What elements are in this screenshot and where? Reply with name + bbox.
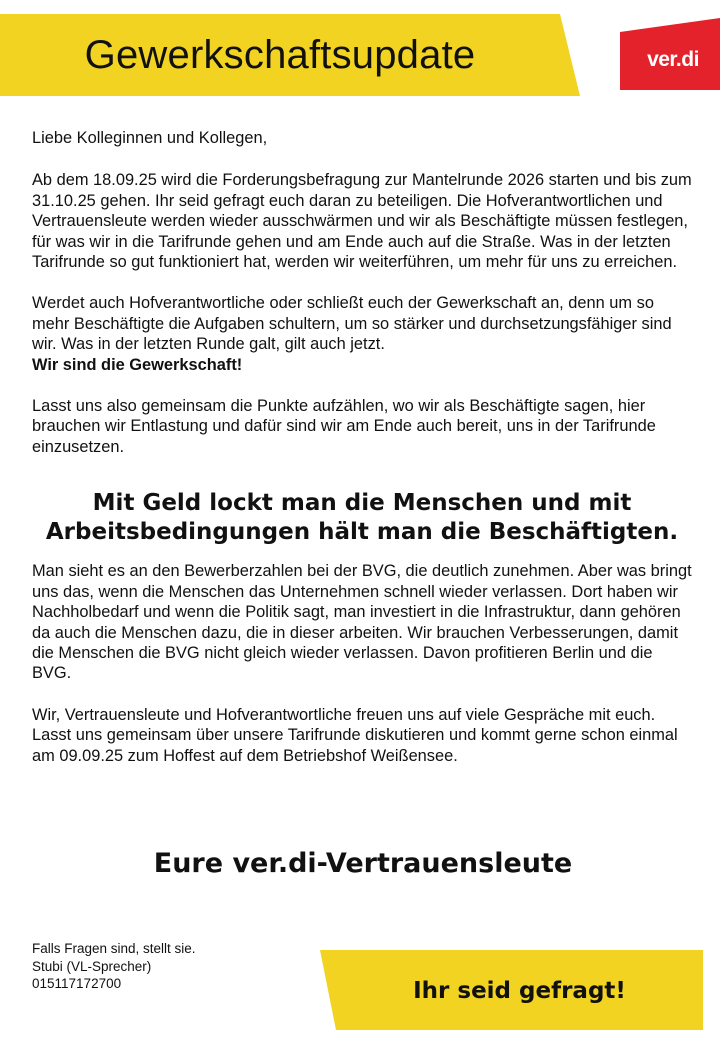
- page-title: Gewerkschaftsupdate: [84, 33, 476, 77]
- contact-line-questions: Falls Fragen sind, stellt sie.: [32, 941, 196, 956]
- contact-line-phone: 015117172700: [32, 976, 122, 991]
- paragraph-entlastung: Lasst uns also gemeinsam die Punkte aufzählen, wo wir als Beschäftigte sagen, hier brauchen wir Entlastung und dafür sind wir am Ende auch bereit, uns in der Tarifrunde einzusetzen.: [32, 397, 656, 456]
- signature: Eure ver.di-Vertrauensleute: [153, 848, 573, 879]
- paragraph-hofverantwortliche: [32, 293, 692, 375]
- paragraph-bold-slogan: Wir sind die Gewerkschaft!: [32, 355, 243, 374]
- letter-body: [32, 128, 692, 787]
- paragraph-hoffest: Wir, Vertrauensleute und Hofverantwortliche freuen uns auf viele Gespräche mit euch. Lasst uns gemeinsam über unsere Tarifrunde diskutieren und kommt gerne schon einmal am 09.09.25 zum Hoffest auf dem Betriebshof Weißensee.: [32, 705, 678, 765]
- headline: Mit Geld lockt man die Menschen und mit Arbeitsbedingungen hält man die Beschäftigten.: [45, 490, 679, 546]
- paragraph-befragung: Ab dem 18.09.25 wird die Forderungsbefragung zur Mantelrunde 2026 starten und bis zum 31.10.25 gehen. Ihr seid gefragt euch daran zu beteiligen. Die Hofverantwortlichen und Vertrauensleute werden wieder ausschwärmen und wir als Beschäftigte müssen festlegen, für was wir in die Tarifrunde gehen und am Ende auch auf die Straße. Was in der letzten Tarifrunde so gut funktioniert hat, werden wir weiterführen, um mehr für uns zu erreichen.: [32, 171, 692, 272]
- greeting: Liebe Kolleginnen und Kollegen,: [32, 129, 268, 147]
- logo-text: ver.di: [647, 48, 699, 71]
- footer-banner-text: Ihr seid gefragt!: [413, 978, 626, 1004]
- paragraph-hofverantwortliche-text: Werdet auch Hofverantwortliche oder schließt euch der Gewerkschaft an, denn um so mehr Beschäftigte die Aufgaben schultern, um so stärker und durchsetzungsfähiger sind wir. Was in der letzten Runde galt, gilt auch jetzt.: [32, 294, 672, 354]
- contact-block: [32, 940, 196, 993]
- contact-line-name: Stubi (VL-Sprecher): [32, 958, 152, 974]
- paragraph-bvg: Man sieht es an den Bewerberzahlen bei der BVG, die deutlich zunehmen. Aber was bringt uns das, wenn die Menschen das Unternehmen schnell wieder verlassen. Dort haben wir Nachholbedarf und wenn die Politik sagt, man investiert in die Infrastruktur, dann gehören da auch die Menschen dazu, die in dieser arbeiten. Wir brauchen Verbesserungen, damit die Menschen die BVG nicht gleich wieder verlassen. Davon profitieren Berlin und die BVG.: [32, 562, 692, 683]
